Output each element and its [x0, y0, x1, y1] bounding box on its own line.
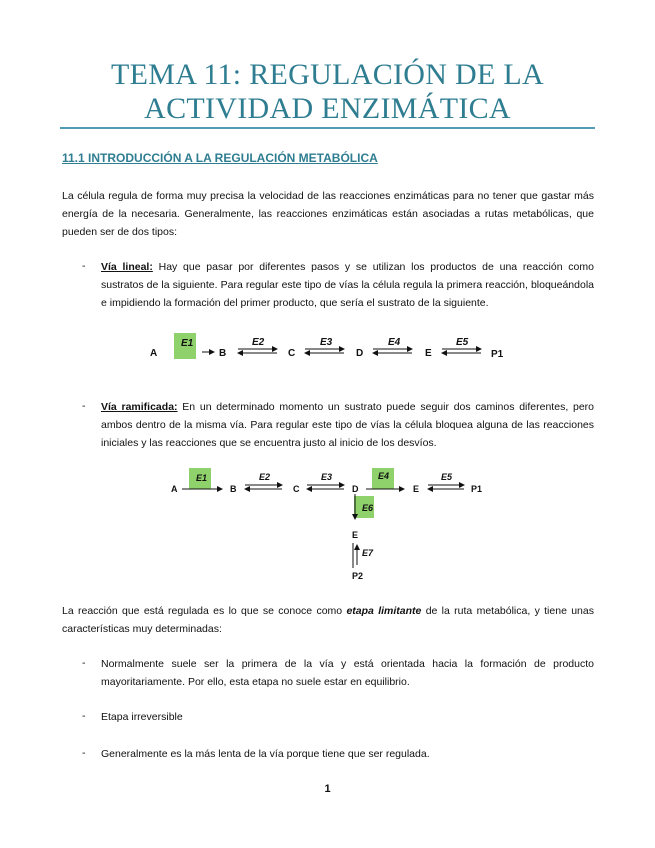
- enzyme-e6: E6: [362, 503, 374, 513]
- node-a: A: [171, 484, 178, 494]
- node-c: C: [288, 348, 296, 359]
- page-title-line-2: ACTIVIDAD ENZIMÁTICA: [144, 92, 511, 125]
- linear-pathway-description: Hay que pasar por diferentes pasos y se utilizan los productos de una reacción como sustratos de la siguiente. Para regular este tipo de vías la célula regula la primera reacción, bloqueándola e impidiendo la formación del primer producto, que sería el sustrato de la siguiente.: [101, 261, 594, 309]
- branched-pathway-description: En un determinado momento un sustrato puede seguir dos caminos diferentes, pero ambos dentro de la misma vía. Para regular este tipo de vías la célula bloquea alguna de las reacciones iniciales y las reacciones que se encuentra justo al inicio de los desvíos.: [101, 401, 594, 449]
- enzyme-e3: E3: [321, 472, 333, 482]
- enzyme-e3: E3: [320, 337, 333, 348]
- node-c: C: [293, 484, 300, 494]
- linear-pathway-label: Vía lineal:: [101, 261, 153, 273]
- node-e: E: [425, 348, 432, 359]
- node-p1: P1: [471, 484, 483, 494]
- node-b: B: [230, 484, 237, 494]
- enzyme-e1: E1: [196, 473, 208, 483]
- bullet-item: Generalmente es la más lenta de la vía porque tiene que ser regulada.: [101, 748, 430, 760]
- limiting-text-after: de la ruta metabólica, y tiene unas características muy determinadas:: [62, 605, 594, 635]
- page-title-line-1: TEMA 11: REGULACIÓN DE LA: [110, 58, 545, 91]
- node-d: D: [356, 348, 364, 359]
- intro-paragraph: La célula regula de forma muy precisa la velocidad de las reacciones enzimáticas para no tener que gastar más energía de la necesaria. Generalmente, las reacciones enzimáticas están asociadas a rutas metabólicas, que pueden ser de dos tipos:: [62, 190, 594, 238]
- bullet-marker: -: [82, 747, 86, 759]
- enzyme-e4: E4: [388, 337, 401, 348]
- enzyme-e5: E5: [456, 337, 469, 348]
- enzyme-e5: E5: [441, 472, 453, 482]
- node-d: D: [352, 484, 359, 494]
- node-p1: P1: [491, 349, 504, 360]
- node-a: A: [150, 348, 158, 359]
- enzyme-e1: E1: [181, 338, 194, 349]
- bullet-marker: -: [82, 400, 86, 412]
- page-number: 1: [324, 783, 331, 795]
- branch-node-p2: P2: [352, 571, 364, 581]
- enzyme-e2: E2: [259, 472, 271, 482]
- bullet-marker: -: [82, 260, 86, 272]
- bullet-item: Etapa irreversible: [101, 711, 183, 723]
- node-e: E: [413, 484, 420, 494]
- bullet-marker: -: [82, 657, 86, 669]
- enzyme-e4: E4: [378, 471, 390, 481]
- section-heading: 11.1 INTRODUCCIÓN A LA REGULACIÓN METABÓLICA: [62, 151, 378, 165]
- bullet-marker: -: [82, 710, 86, 722]
- enzyme-e7: E7: [362, 548, 374, 558]
- node-b: B: [219, 348, 227, 359]
- bullet-item: Normalmente suele ser la primera de la vía y está orientada hacia la formación de producto mayoritariamente. Por ello, esta etapa no suele estar en equilibrio.: [101, 658, 594, 688]
- limiting-step-paragraph: [62, 602, 594, 638]
- enzyme-e2: E2: [252, 337, 265, 348]
- limiting-term: etapa limitante: [346, 605, 422, 617]
- limiting-text-before: La reacción que está regulada es lo que se conoce como: [62, 605, 347, 617]
- branch-node-e: E: [352, 530, 359, 540]
- branched-pathway-label: Vía ramificada:: [101, 401, 178, 413]
